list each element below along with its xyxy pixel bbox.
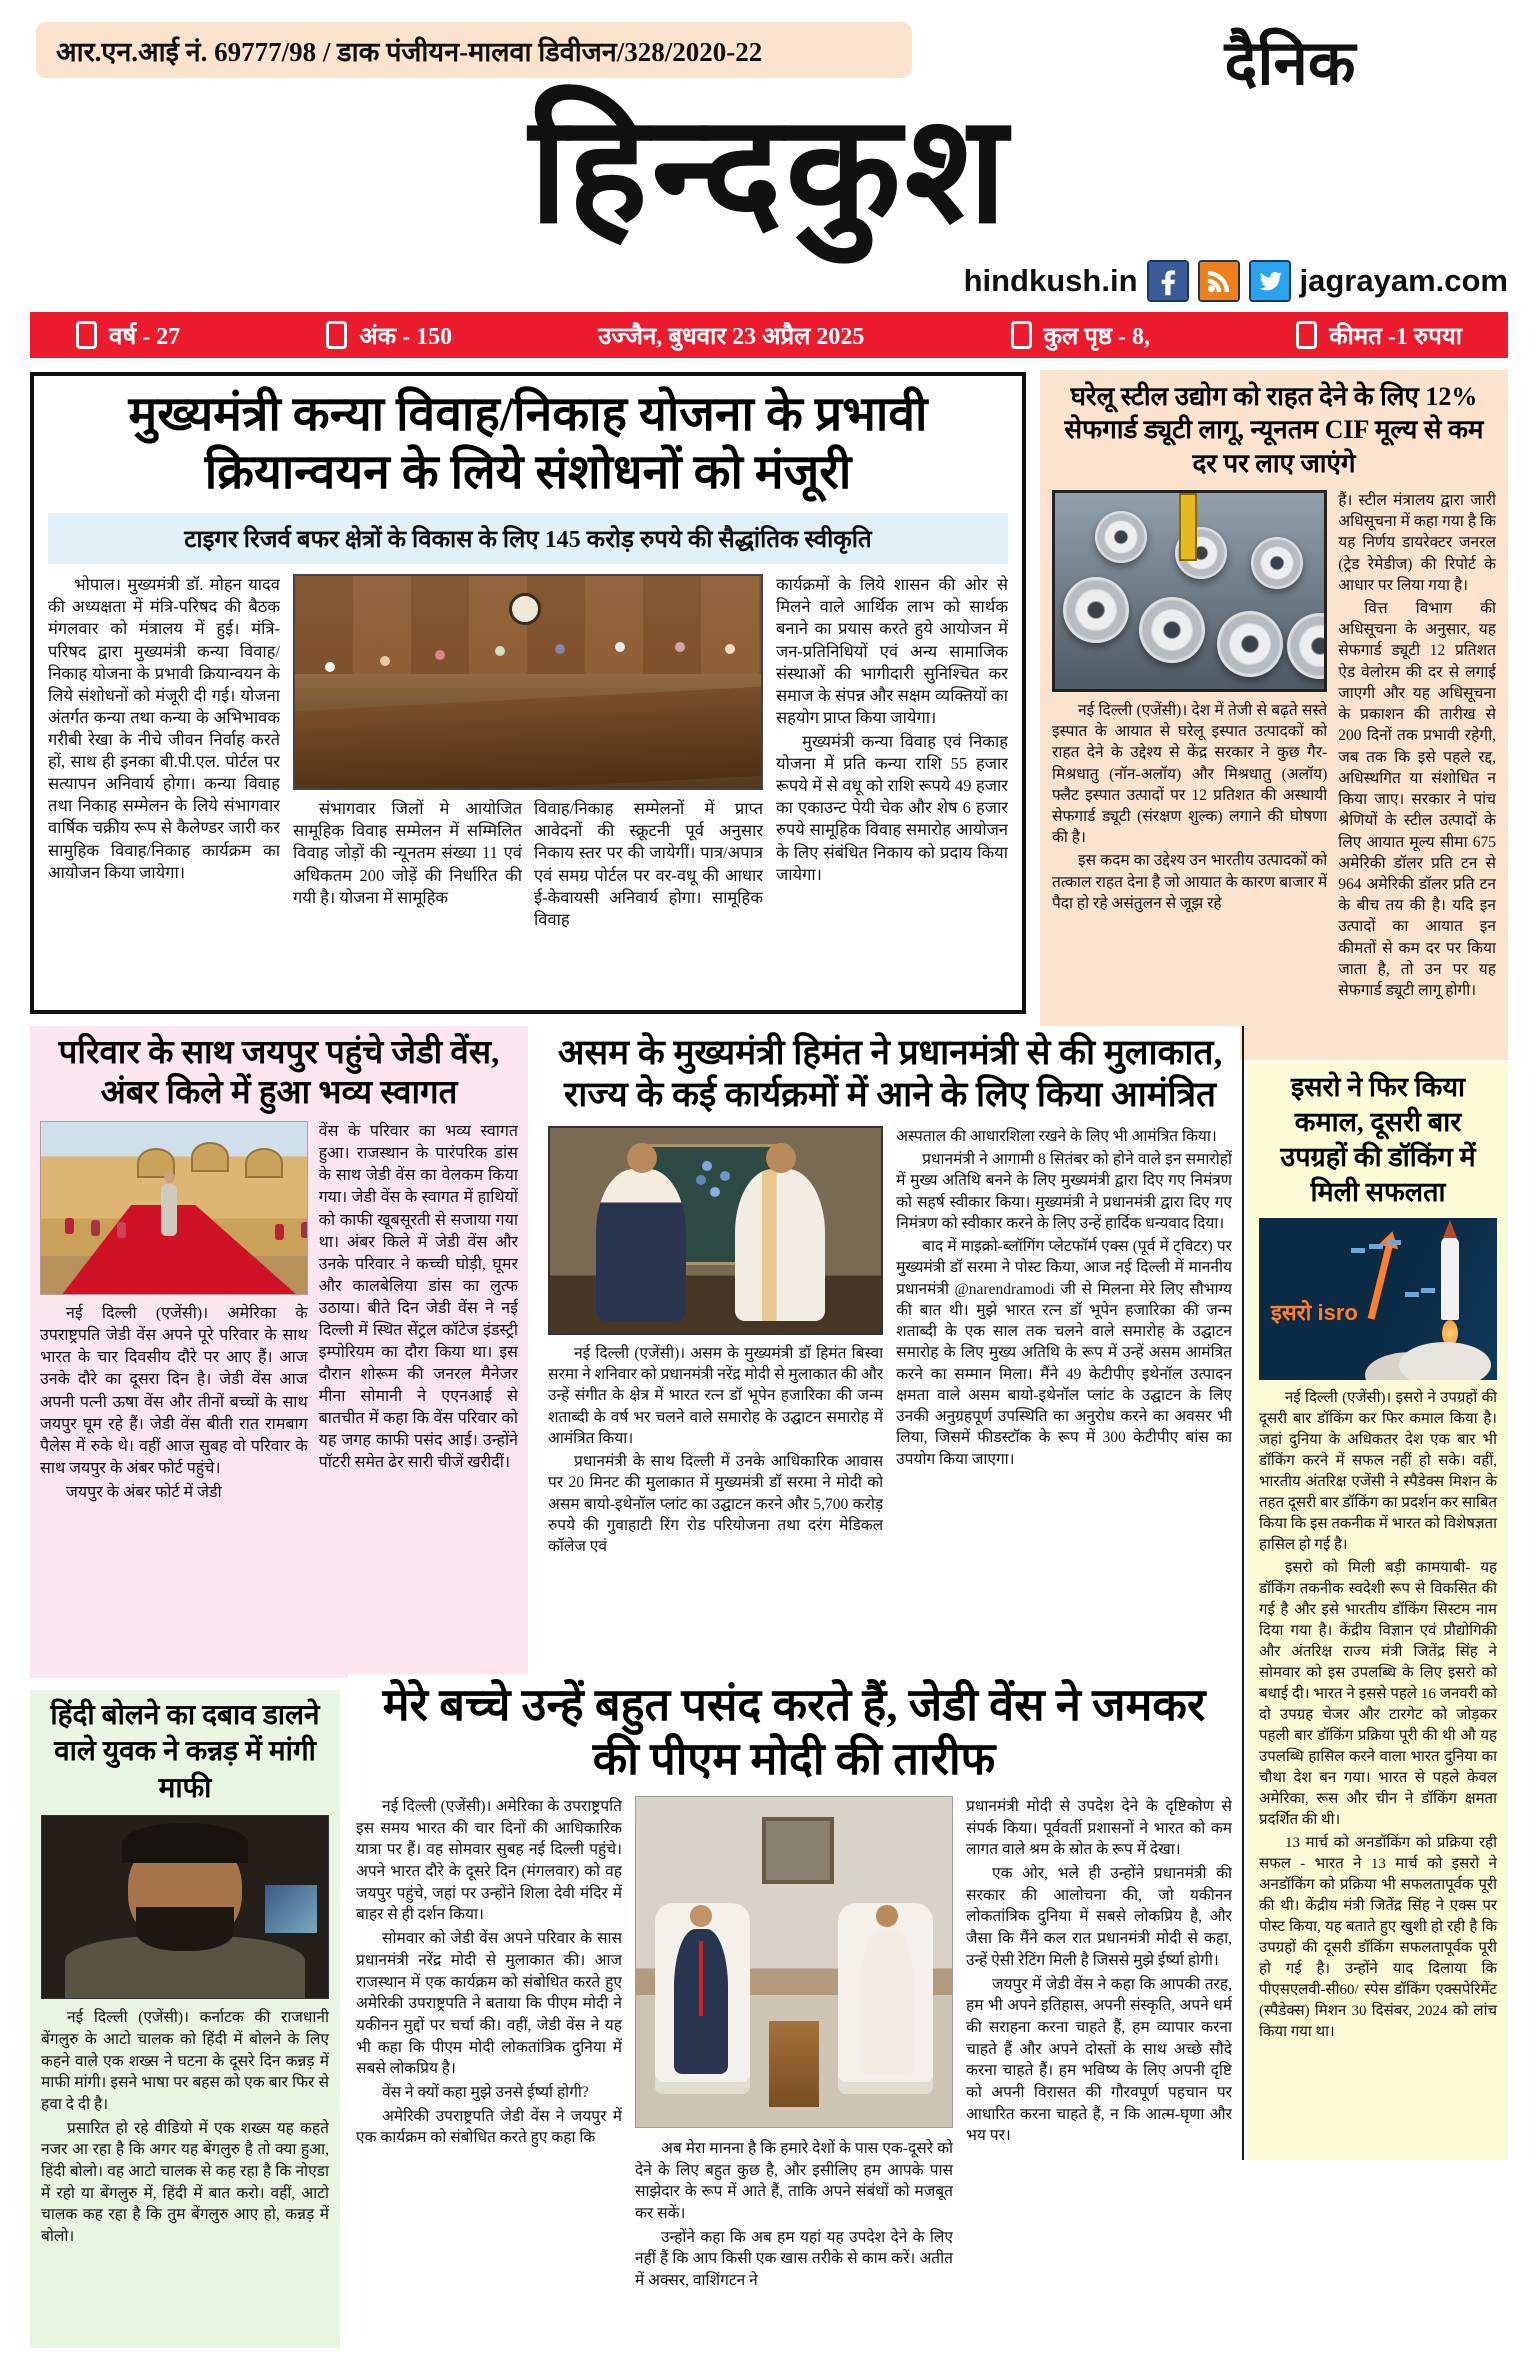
lead-body <box>48 574 1008 994</box>
assam-headline: असम के मुख्यमंत्री हिमंत ने प्रधानमंत्री से की मुलाकात, राज्य के कई कार्यक्रमों में आने के लिए किया आमंत्रित <box>557 1033 1223 1114</box>
photo-detail <box>265 1885 316 1932</box>
page-square-icon <box>1011 321 1032 349</box>
isro-logo: इसरो isro <box>1271 1299 1358 1325</box>
jaipur-column-1: नई दिल्ली (एजेंसी)। अमेरिका के उपराष्ट्रपति जेडी वेंस अपने पूरे परिवार के साथ भारत के चार दिवसीय दौरे पर आए हैं। आज उनके दौरे का दूसरा दिन है। जेडी वेंस आज अपनी पत्नी ऊषा वेंस और तीनों बच्चों के साथ जयपुर घूम रहे हैं। जेडी वेंस बीती रात रामबाग पैलेस में रुके थे। वहीं आज सुबह वो परिवार के साथ जयपुर के अंबर फोर्ट पहुंचे। जयपुर के अंबर फोर्ट में जेडी <box>40 1121 308 1655</box>
daily-label: दैनिक <box>1224 30 1356 98</box>
article-isro-docking: इसरो ने फिर किया कमाल, दूसरी बार उपग्रहों की डॉकिंग में मिली सफलता इसरो isro नई दिल्ली (एजेंसी)। इसरो ने उपग्रहों की दूसरी बार डॉकिंग कर फिर कमाल किया है। जहां दुनिया के अधिकतर देश एक बार भी डॉकिंग करने में सफल नहीं हो सके। वहीं, भारतीय अंतरिक्ष एजेंसी ने स्पैडेक्स मिशन के तहत दूसरी बार डॉकिंग का प्रदर्शन कर साबित किया कि इस तकनीक में भारत को विशेषज्ञता हासिल हो गई है। इसरो को मिली बड़ी कामयाबी- यह डॉकिंग तकनीक स्वदेशी रूप से विकसित की गई है और इसे भारतीय डॉकिंग सिस्टम नाम दिया गया है। केंद्रीय विज्ञान एवं प्रौद्योगिकी और अंतरिक्ष राज्य मंत्री जितेंद्र सिंह ने सोमवार को इस उपलब्धि के लिए इसरो को बधाई दी। भारत ने इससे पहले 16 जनवरी को दो उपग्रह चेजर और टारगेट को जोड़कर पहली बार डॉकिंग प्रक्रिया पूरी की थी औ यह उपलब्धि हासिल करने वाला भारत दुनिया का चौथा देश बन गया। भारत से पहले केवल अमेरिका, रूस और चीन ने डॉकिंग क्षमता प्रदर्शित की थी। 13 मार्च को अनडॉकिंग को प्रक्रिया रही सफल - भारत ने 13 मार्च को इसरो ने अनडॉकिंग को प्रक्रिया भी सफलतापूर्वक पूरी की थी। केंद्रीय मंत्री जितेंद्र सिंह ने एक्स पर पोस्ट किया, यह बताते हुए खुशी हो रही है कि उपग्रहों की दूसरी डॉकिंग सफलतापूर्वक पूरी हो गई है। उन्होंने याद दिलाया कि पीएसएलवी-सी60/ स्पेस डॉकिंग एक्सपेरिमेंट (स्पैडेक्स) मिशन 30 दिसंबर, 2024 को लांच किया गया था। <box>1248 1062 1508 2160</box>
vance-modi-photo <box>635 1796 953 2128</box>
article-assam-cm-meets-pm <box>540 1026 1240 1662</box>
isro-rocket-photo <box>1259 1218 1497 1380</box>
masthead-weblinks <box>640 256 1508 306</box>
hindi-headline: हिंदी बोलने का दबाव डालने वाले युवक ने कन्नड़ में मांगी माफी <box>50 1700 320 1804</box>
lead-headline: मुख्यमंत्री कन्या विवाह/निकाह योजना के प्रभावी क्रियान्वयन के लिये संशोधनों को मंजूरी <box>128 388 928 499</box>
assam-column-2: अस्पताल की आधारशिला रखने के लिए भी आमंत्रित किया। प्रधानमंत्री ने आगामी 8 सितंबर को होने वाले इन समारोहों में मुख्य अतिथि बनने के लिए मुख्यमंत्री द्वारा दिए गए निमंत्रण को सहर्ष स्वीकार किया। मुख्यमंत्री ने प्रधानमंत्री द्वारा दिए गए निमंत्रण को स्वीकार करने के लिए उन्हें हार्दिक धन्यवाद दिया। बाद में माइक्रो-ब्लॉगिंग प्लेटफॉर्म एक्स (पूर्व में ट्विटर) पर मुख्यमंत्री डॉ सरमा ने पोस्ट किया, आज नई दिल्ली में माननीय प्रधानमंत्री @narendramodi जी से मिलना मेरे लिए सौभाग्य की बात थी। मुझे भारत रत्न डॉ भूपेन हजारिका की जन्म शताब्दी के एक साल तक चलने वाले समारोह के उद्घाटन समारोह के लिए मुख्य अतिथि के रूप में उन्हें असम आमंत्रित करने का सम्मान मिला। मैंने 49 केटीपीए इथेनॉल उत्पादन क्षमता वाले असम बायो-इथेनॉल प्लांट के उद्घाटन के लिए उनकी अनुग्रहपूर्ण उपस्थिति का अनुरोध करने का अवसर भी लिया, जिसमें फीडस्टॉक के रूप में 300 केटीपीए बांस का उपयोग किया जाएगा। <box>896 1128 1232 1468</box>
photo-detail <box>1217 611 1283 677</box>
assam-column-1: नई दिल्ली (एजेंसी)। असम के मुख्यमंत्री डॉ हिमंत बिस्वा सरमा ने शनिवार को प्रधानमंत्री नरेंद्र मोदी से मुलाकात की और उन्हें संगीत के क्षेत्र में भारत रत्न डॉ भूपेन हजारिका की जन्म शताब्दी के वर्ष भर चलने वाले समारोह के उद्घाटन समारोह में आमंत्रित किया। प्रधानमंत्री के साथ दिल्ली में उनके आधिकारिक आवास पर 20 मिनट की मुलाकात में मुख्यमंत्री डॉ सरमा ने मोदी को असम बायो-इथेनॉल प्लांट का उद्घाटन करने और 5,700 करोड़ रुपये की गुवाहाटी रिंग रोड परियोजना तथा दरंग मेडिकल कॉलेज एवं <box>548 1126 883 1640</box>
amber-fort-photo <box>40 1121 308 1295</box>
praise-column-2: अब मेरा मानना है कि हमारे देशों के पास एक-दूसरे को देने के लिए बहुत कुछ है, और इसीलिए हम आपके पास साझेदार के रूप में आते हैं, ताकि अपने संबंधों को मजबूत कर सकें। उन्होंने कहा कि अब हम यहां यह उपदेश देने के लिए नहीं हैं कि आप किसी एक खास तरीके से काम करें। अतीत में अक्सर, वाशिंगटन ने <box>635 1796 953 2349</box>
steel-body <box>1052 490 1496 1074</box>
jaipur-headline: परिवार के साथ जयपुर पहुंचे जेडी वेंस, अंबर किले में हुआ भव्य स्वागत <box>58 1035 500 1111</box>
crane-detail <box>1179 493 1197 561</box>
praise-headline: मेरे बच्चे उन्हें बहुत पसंद करते हैं, जेडी वेंस ने जमकर की पीएम मोदी की तारीफ <box>382 1680 1206 1784</box>
vance-figure <box>674 1929 728 2074</box>
photo-detail <box>1251 537 1303 589</box>
pages-item: कुल पृष्ठ - 8, <box>1011 319 1150 352</box>
photo-detail <box>769 2021 820 2107</box>
twitter-icon <box>1249 260 1291 302</box>
article-hindi-kannada-apology: हिंदी बोलने का दबाव डालने वाले युवक ने कन्नड़ में मांगी माफी नई दिल्ली (एजेंसी)। कर्नाटक की राजधानी बेंगलुरु के आटो चालक को हिंदी में बोलने के लिए कहने वाले एक शख्स ने घटना के दूसरे दिन कन्नड़ में माफी मांगी। इसने भाषा पर बहस को एक बार फिर से हवा दे दी है। प्रसारित हो रहे वीडियो में एक शख्स यह कहते नजर आ रहा है कि अगर यह बेंगलुरु है तो क्या हुआ, हिंदी बोलो। वह आटो चालक से कह रहा है कि नोएडा में रहो या बेंगलुरु में, हिंदी में बात करो। वहीं, आटो चालक कह रहा है कि तुम बेंगलुरु आए हो, कन्नड़ में बोलो। <box>30 1690 340 2348</box>
lead-mid-columns <box>293 798 763 994</box>
lead-column-2a: संभागवार जिलों मे आयोजित सामूहिक विवाह सम्मेलन में सम्मिलित विवाह जोड़ों की न्यूनतम संख्या 11 एवं अधिकतम 200 जोड़ें की निर्धारित की गयी है। योजना में सामूहिक <box>293 799 522 907</box>
photo-detail <box>1287 613 1327 679</box>
steel-column-1: नई दिल्ली (एजेंसी)। देश में तेजी से बढ़ते सस्ते इस्पात के आयात से घरेलू इस्पात उत्पादकों को राहत देने के उद्देश्य से केंद्र सरकार ने कुछ गैर-मिश्रधातु (नॉन-अलॉय) और मिश्रधातु (अलॉय) फ्लैट इस्पात उत्पादों पर 12 प्रतिशत की अस्थायी सेफगार्ड ड्यूटी (संरक्षण शुल्क) लगाने की घोषणा की है। इस कदम का उद्देश्य उन भारतीय उत्पादकों को तत्काल राहत देना है जो आयात के कारण बाजार में पैदा हो रहे असंतुलन से जूझ रहे <box>1052 490 1327 1074</box>
rocket-detail <box>1441 1236 1459 1320</box>
steel-column-2: हैं। स्टील मंत्रालय द्वारा जारी अधिसूचना में कहा गया है कि यह निर्णय डायरेक्टर जनरल (ट्रेड रेमेडीज) की रिपोर्ट के आधार पर लिया गया है। वित्त विभाग की अधिसूचना के अनुसार, यह सेफगार्ड ड्यूटी 12 प्रतिशत ऐड वेलोरम की दर से लगाई जाएगी और यह अधिसूचना के प्रकाशन की तारीख से 200 दिनों तक प्रभावी रहेगी, जब तक कि इसे पहले रद्द, अधिस्थगित या संशोधित न किया जाए। सरकार ने पांच श्रेणियों के स्टील उत्पादों के लिए आयात मूल्य सीमा 675 अमेरिकी डॉलर प्रति टन से 964 अमेरिकी डॉलर प्रति टन के बीच तय की है। यदि इन उत्पादों का आयात इन कीमतों से कम दर पर किया जाता है, तो उन पर यह सेफगार्ड ड्यूटी लागू होगी। <box>1338 491 1496 1000</box>
photo-detail <box>1095 511 1147 563</box>
praise-column-3: प्रधानमंत्री मोदी से उपदेश देने के दृष्टिकोण से संपर्क किया। पूर्ववर्ती प्रशासनों ने भारत को कम लागत वाले श्रम के स्रोत के रूप में देखा। एक ओर, भले ही उन्होंने प्रधानमंत्री की सरकार की आलोचना की, जो यकीनन लोकतांत्रिक दुनिया में सबसे लोकप्रिय है, और जैसा कि मैंने कल रात प्रधानमंत्री मोदी से कहा, उन्हें ऐसी रेटिंग मिली है जिससे मुझे ईर्ष्या होगी। जयपुर में जेडी वेंस ने कहा कि आपकी तरह, हम भी अपने इतिहास, अपनी संस्कृति, अपने धर्म की सराहना करना चाहते हैं, हम व्यापार करना चाहते हैं और अपने दोस्तों के साथ अच्छे सौदे करना चाहते हैं। हम भविष्य के लिए अपनी दृष्टि को अपनी विरासत की गौरवपूर्ण पहचान पर आधारित करना चाहते हैं, न कि आत्म-घृणा और भय पर। <box>966 1798 1232 2145</box>
isro-headline: इसरो ने फिर किया कमाल, दूसरी बार उपग्रहों की डॉकिंग में मिली सफलता <box>1280 1072 1476 1208</box>
issue-item: अंक - 150 <box>326 319 452 352</box>
article-kanya-vivah-yojana <box>30 372 1026 1014</box>
wall-frame-detail <box>762 1817 833 1884</box>
modi-figure <box>860 1929 914 2074</box>
website-right: jagrayam.com <box>1299 263 1508 298</box>
photo-detail <box>1139 597 1205 663</box>
lead-subheadline: टाइगर रिजर्व बफर क्षेत्रों के विकास के लिए 145 करोड़ रुपये की सैद्धांतिक स्वीकृति <box>48 513 1008 564</box>
column-divider <box>1242 1026 1244 2160</box>
photo-detail <box>1063 577 1129 643</box>
himanta-modi-photo <box>548 1126 883 1335</box>
isro-logo-arrow <box>1368 1243 1394 1320</box>
price-item: कीमत -1 रुपया <box>1296 319 1462 352</box>
lead-column-2 <box>293 574 763 994</box>
website-left: hindkush.in <box>963 263 1138 298</box>
modi-figure <box>735 1169 824 1321</box>
masthead-title: हिन्दकुश <box>529 88 1011 254</box>
photo-detail <box>65 1218 74 1234</box>
steel-headline: घरेलू स्टील उद्योग को राहत देने के लिए 12% सेफगार्ड ड्यूटी लागू, न्यूनतम CIF मूल्य से कम दर पर लाए जाएंगे <box>1064 382 1484 478</box>
page-square-icon <box>326 321 347 349</box>
praise-body <box>356 1796 1232 2349</box>
steel-coils-photo <box>1052 490 1327 692</box>
page-square-icon <box>1296 321 1317 349</box>
photo-detail <box>293 686 763 790</box>
lead-column-2b: विवाह/निकाह सम्मेलनों में प्राप्त आवेदनों की स्क्रूटनी पूर्व अनुसार निकाय स्तर पर की जायेगीं। पात्र/अपात्र एवं समग्र पोर्टल पर वर-वधू की आधार ई-केवायसी अनिवार्य होगा। सामूहिक विवाह <box>534 799 763 929</box>
cabinet-meeting-photo <box>293 574 763 790</box>
volume-item: वर्ष - 27 <box>76 319 180 352</box>
jaipur-column-2: वेंस के परिवार का भव्य स्वागत हुआ। राजस्थान के पारंपरिक डांस के साथ जेडी वेंस का वेलकम किया गया। जेडी वेंस के स्वागत में हाथियों को काफी खूबसूरती से सजाया गया था। अंबर किले में जेडी वेंस और उनके परिवार ने कच्ची घोड़ी, घूमर और कालबेलिया डांस का लुत्फ उठाया। बीते दिन जेडी वेंस ने नई दिल्ली में स्थित सेंट्रल कॉटेज इंडस्ट्री इम्पोरियम का दौरा किया था। इस दौरान शोरूम की जनरल मैनेजर मीना सोमानी ने एएनआई से बातचीत में कहा कि वेंस परिवार को यह जगह काफी पसंद आई। उन्होंने पॉटरी समेत ढेर सारी चीजें खरीदीं। <box>318 1123 518 1472</box>
photo-detail <box>136 1907 233 1951</box>
photo-detail <box>1399 1342 1491 1380</box>
rss-icon <box>1198 260 1240 302</box>
himanta-figure <box>596 1169 685 1321</box>
lead-column-1: भोपाल। मुख्यमंत्री डॉ. मोहन यादव की अध्यक्षता में मंत्रि-परिषद की बैठक मंगलवार को मंत्रालय में हुई। मंत्रि-परिषद द्वारा मुख्यमंत्री कन्या विवाह/निकाह योजना के प्रभावी क्रियान्वयन के लिये संशोधनों को मंजूरी दी गई। योजना अंतर्गत कन्या तथा कन्या के अभिभावक गरीबी रेखा के नीचे जीवन निर्वाह करते हों, साथ ही इनका बी.पी.एल. पोर्टल पर सत्यापन अनिवार्य होगा। कन्या विवाह तथा निकाह सम्मेलन के लिये संभागवार वार्षिक चक्रीय रूप से कैलेण्डर जारी कर सामुहिक विवाह/निकाह कार्यक्रम का आयोजन किया जायेगा। <box>48 575 280 882</box>
photo-detail <box>295 576 761 674</box>
apology-man-photo <box>41 1815 329 1999</box>
article-steel-safeguard-duty <box>1040 370 1508 1060</box>
facebook-icon <box>1147 260 1189 302</box>
rni-text: आर.एन.आई नं. 69777/98 / डाक पंजीयन-मालवा डिवीजन/328/2020-22 <box>56 36 763 67</box>
assam-body <box>548 1126 1232 1640</box>
lead-column-3: कार्यक्रमों के लिये शासन की ओर से मिलने वाले आर्थिक लाभ को सार्थक बनाने का प्रयास करते हुये आयोजन में जन-प्रतिनिधियों एवं अन्य सामाजिक संस्थाओं की भागीदारी सुनिश्चित कर समाज के संपन्न और सक्षम व्यक्तियों का सहयोग प्राप्त किया जायेगा। मुख्यमंत्री कन्या विवाह एवं निकाह योजना में प्रति कन्या राशि 55 हजार रूपये में से वधू को राशि रूपये 49 हजार का एकाउन्ट पेयी चेक और शेष 6 हजार रुपये सामूहिक विवाह समारोह आयोजन के लिए संबंधित निकाय को प्रदाय किया जायेगा। <box>776 575 1008 884</box>
date-bar <box>30 312 1508 358</box>
article-vance-praises-modi <box>348 1674 1240 2363</box>
photo-detail <box>191 1142 229 1172</box>
photo-detail <box>122 1823 248 1863</box>
photo-detail <box>1351 1248 1365 1253</box>
jaipur-body <box>40 1121 518 1655</box>
photo-detail <box>245 1148 283 1178</box>
date-item: उज्जैन, बुधवार 23 अप्रैल 2025 <box>598 323 865 350</box>
praise-column-1: नई दिल्ली (एजेंसी)। अमेरिका के उपराष्ट्रपति इस समय भारत की चार दिनों की आधिकारिक यात्रा पर हैं। वह सोमवार सुबह नई दिल्ली पहुंचे। अपने भारत दौरे के दूसरे दिन (मंगलवार) को वह जयपुर पहुंचे, जहां पर उन्होंने शिला देवी मंदिर में बाहर से ही दर्शन किया। सोमवार को जेडी वेंस अपने परिवार के सास प्रधानमंत्री नरेंद्र मोदी से मुलाकात की। आज राजस्थान में एक कार्यक्रम को संबोधित करते हुए अमेरिकी उपराष्ट्रपति ने बताया कि पीएम मोदी ने यकीनन मुद्दों पर चर्चा की। वहीं, जेडी वेंस ने यह भी कहा कि पीएम मोदी लोकतांत्रिक दुनिया में सबसे लोकप्रिय है। वेंस ने क्यों कहा मुझे उनसे ईर्ष्या होगी? अमेरिकी उपराष्ट्रपति जेडी वेंस ने जयपुर में एक कार्यक्रम को संबोधित करते हुए कहा कि <box>356 1798 622 2147</box>
page-square-icon <box>76 321 97 349</box>
article-vance-jaipur-visit <box>30 1026 528 1678</box>
photo-detail <box>161 1184 177 1236</box>
